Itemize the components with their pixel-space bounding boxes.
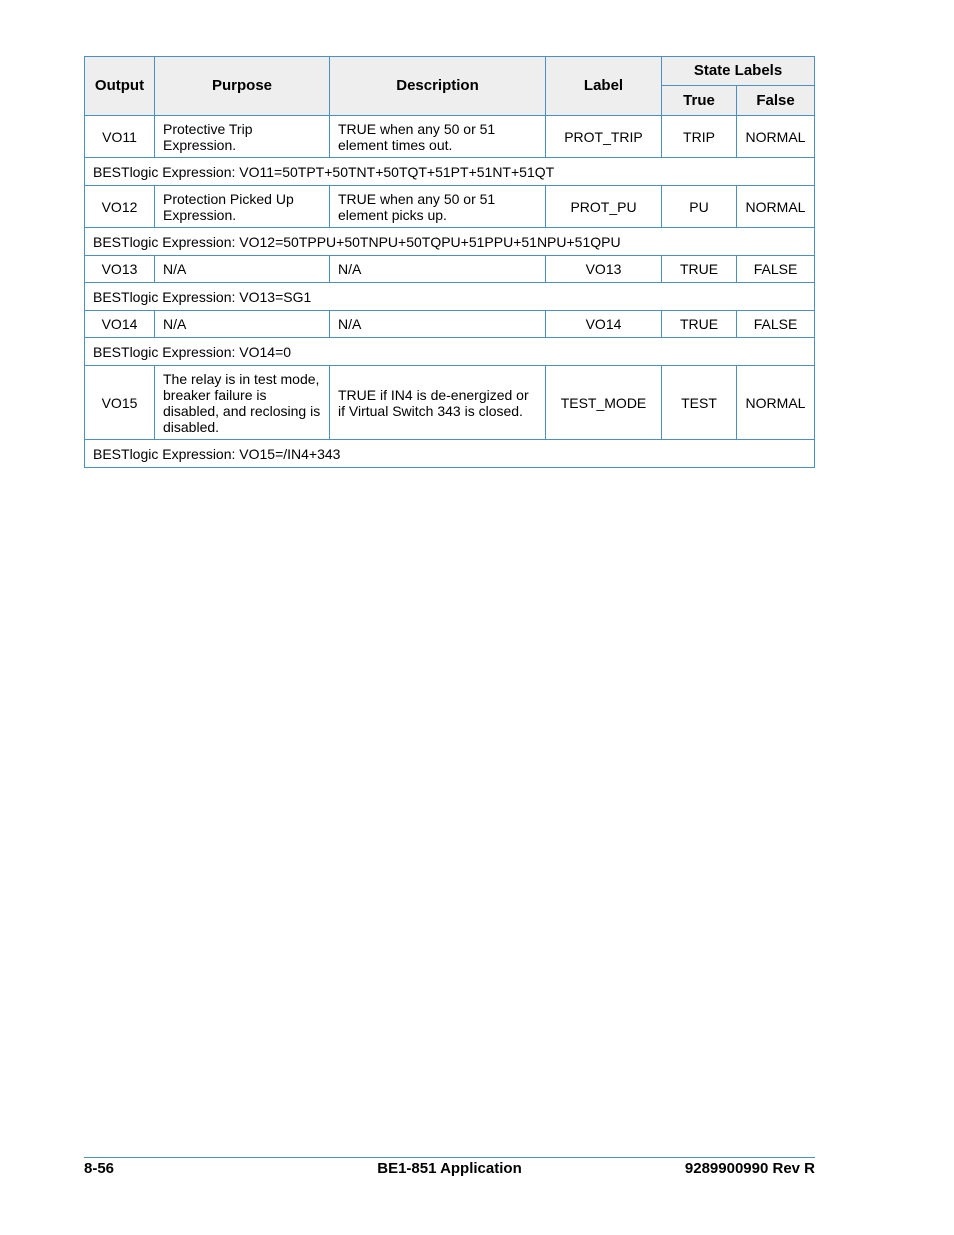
- purpose-cell: The relay is in test mode, breaker failure is disabled, and reclosing is disabled.: [155, 366, 330, 440]
- table-row: [85, 256, 815, 283]
- footer-divider: [84, 1157, 815, 1158]
- page-footer: [84, 1160, 815, 1180]
- expression-row: [85, 338, 815, 366]
- expression-cell: BESTlogic Expression: VO13=SG1: [85, 283, 815, 311]
- expression-row: [85, 283, 815, 311]
- document-revision: 9289900990 Rev R: [684, 1160, 815, 1177]
- description-cell: N/A: [330, 256, 546, 283]
- expression-cell: BESTlogic Expression: VO15=/IN4+343: [85, 440, 815, 468]
- header-output: Output: [85, 57, 155, 116]
- purpose-cell: Protective Trip Expression.: [155, 116, 330, 158]
- page-number: 8-56: [84, 1160, 115, 1177]
- true-label-cell: TEST: [662, 366, 737, 440]
- output-cell: VO11: [85, 116, 155, 158]
- label-cell: VO14: [546, 311, 662, 338]
- header-description: Description: [330, 57, 546, 116]
- header-true: True: [662, 86, 737, 116]
- header-false: False: [737, 86, 815, 116]
- true-label-cell: TRIP: [662, 116, 737, 158]
- description-cell: TRUE if IN4 is de-energized or if Virtual Switch 343 is closed.: [330, 366, 546, 440]
- false-label-cell: FALSE: [737, 256, 815, 283]
- label-cell: VO13: [546, 256, 662, 283]
- true-label-cell: PU: [662, 186, 737, 228]
- purpose-cell: N/A: [155, 311, 330, 338]
- purpose-cell: N/A: [155, 256, 330, 283]
- label-cell: PROT_PU: [546, 186, 662, 228]
- expression-cell: BESTlogic Expression: VO11=50TPT+50TNT+50TQT+51PT+51NT+51QT: [85, 158, 815, 186]
- header-state-labels: State Labels: [662, 57, 815, 86]
- table-row: [85, 311, 815, 338]
- expression-cell: BESTlogic Expression: VO12=50TPPU+50TNPU+50TQPU+51PPU+51NPU+51QPU: [85, 228, 815, 256]
- output-cell: VO15: [85, 366, 155, 440]
- expression-row: [85, 228, 815, 256]
- label-cell: PROT_TRIP: [546, 116, 662, 158]
- expression-cell: BESTlogic Expression: VO14=0: [85, 338, 815, 366]
- virtual-outputs-table: [84, 56, 815, 468]
- description-cell: TRUE when any 50 or 51 element picks up.: [330, 186, 546, 228]
- false-label-cell: NORMAL: [737, 116, 815, 158]
- description-cell: N/A: [330, 311, 546, 338]
- output-cell: VO13: [85, 256, 155, 283]
- true-label-cell: TRUE: [662, 311, 737, 338]
- document-title: BE1-851 Application: [377, 1160, 522, 1177]
- expression-row: [85, 440, 815, 468]
- purpose-cell: Protection Picked Up Expression.: [155, 186, 330, 228]
- label-cell: TEST_MODE: [546, 366, 662, 440]
- output-cell: VO12: [85, 186, 155, 228]
- false-label-cell: FALSE: [737, 311, 815, 338]
- true-label-cell: TRUE: [662, 256, 737, 283]
- table-row: [85, 186, 815, 228]
- header-label: Label: [546, 57, 662, 116]
- table-row: [85, 116, 815, 158]
- table-row: [85, 366, 815, 440]
- description-cell: TRUE when any 50 or 51 element times out.: [330, 116, 546, 158]
- false-label-cell: NORMAL: [737, 186, 815, 228]
- header-purpose: Purpose: [155, 57, 330, 116]
- output-cell: VO14: [85, 311, 155, 338]
- false-label-cell: NORMAL: [737, 366, 815, 440]
- expression-row: [85, 158, 815, 186]
